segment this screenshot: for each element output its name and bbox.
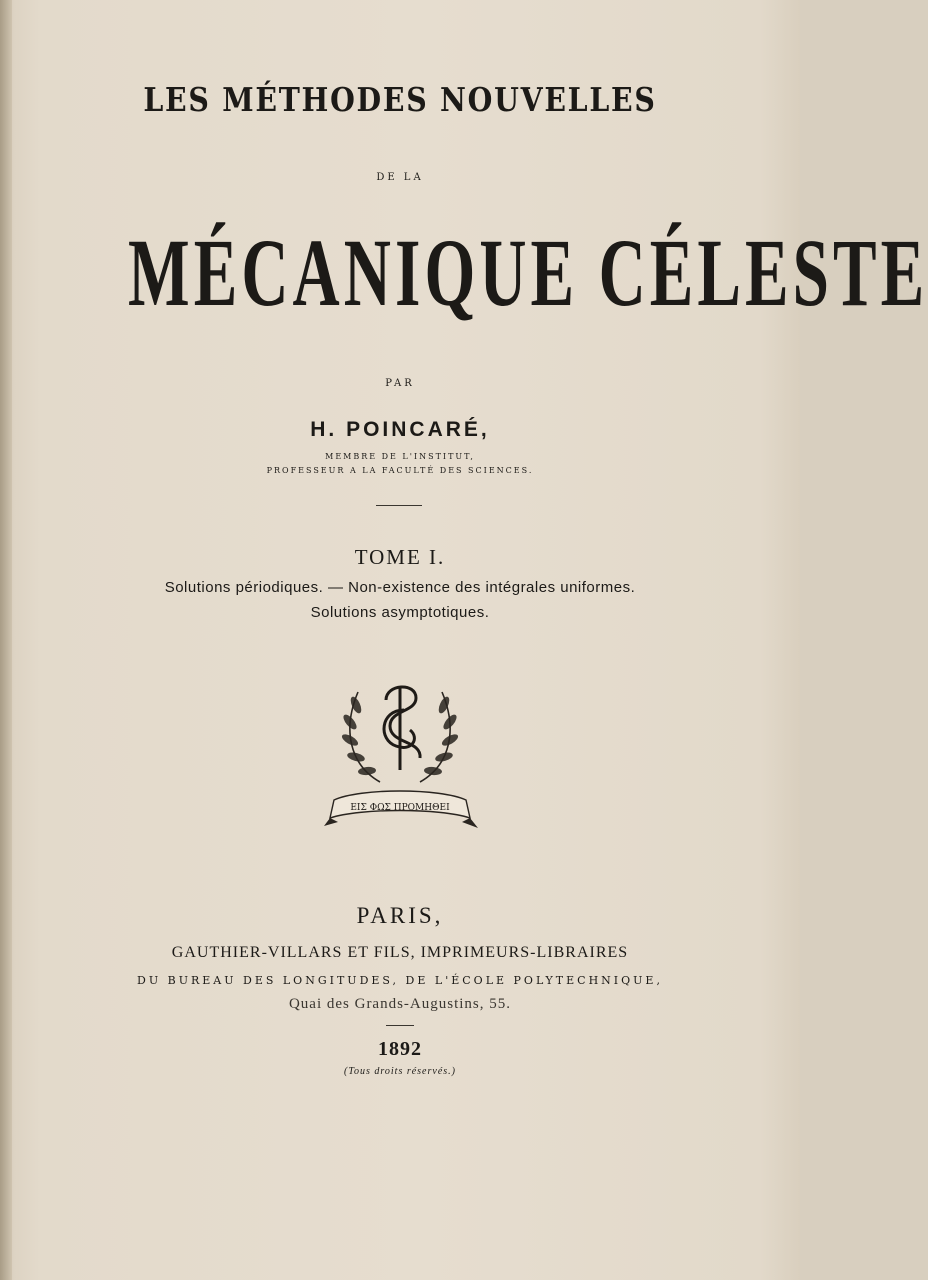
author-name: H. POINCARÉ, (310, 418, 490, 441)
volume-label: TOME I. (354, 545, 446, 569)
subjects-line-2: Solutions asymptotiques. (310, 604, 490, 621)
publisher-emblem-icon (320, 670, 480, 835)
author-role-institut: MEMBRE DE L'INSTITUT, (325, 452, 475, 461)
divider-rule-small (386, 1025, 414, 1026)
subjects-line-1: Solutions périodiques. — Non-existence des intégrales uniformes. (164, 579, 636, 596)
rights-notice: (Tous droits réservés.) (344, 1066, 456, 1077)
publisher: GAUTHIER-VILLARS ET FILS, IMPRIMEURS-LIBRAIRES (171, 944, 629, 961)
publisher-bureau: DU BUREAU DES LONGITUDES, DE L'ÉCOLE POLYTECHNIQUE, (137, 974, 663, 987)
by-label: PAR (385, 378, 415, 389)
main-title: MÉCANIQUE CÉLESTE (128, 219, 928, 326)
divider-rule (376, 505, 422, 506)
publisher-address: Quai des Grands-Augustins, 55. (288, 996, 512, 1012)
city: PARIS, (356, 903, 444, 928)
author-role-faculty: PROFESSEUR A LA FACULTÉ DES SCIENCES. (266, 466, 534, 475)
series-title: LES MÉTHODES NOUVELLES (143, 80, 657, 119)
publication-year: 1892 (378, 1038, 422, 1060)
emblem-motto: EIΣ ΦΩΣ ΠΡΟΜΗΘΕΙ (350, 803, 450, 813)
book-gutter (0, 0, 12, 1280)
title-connector: DE LA (376, 172, 424, 183)
